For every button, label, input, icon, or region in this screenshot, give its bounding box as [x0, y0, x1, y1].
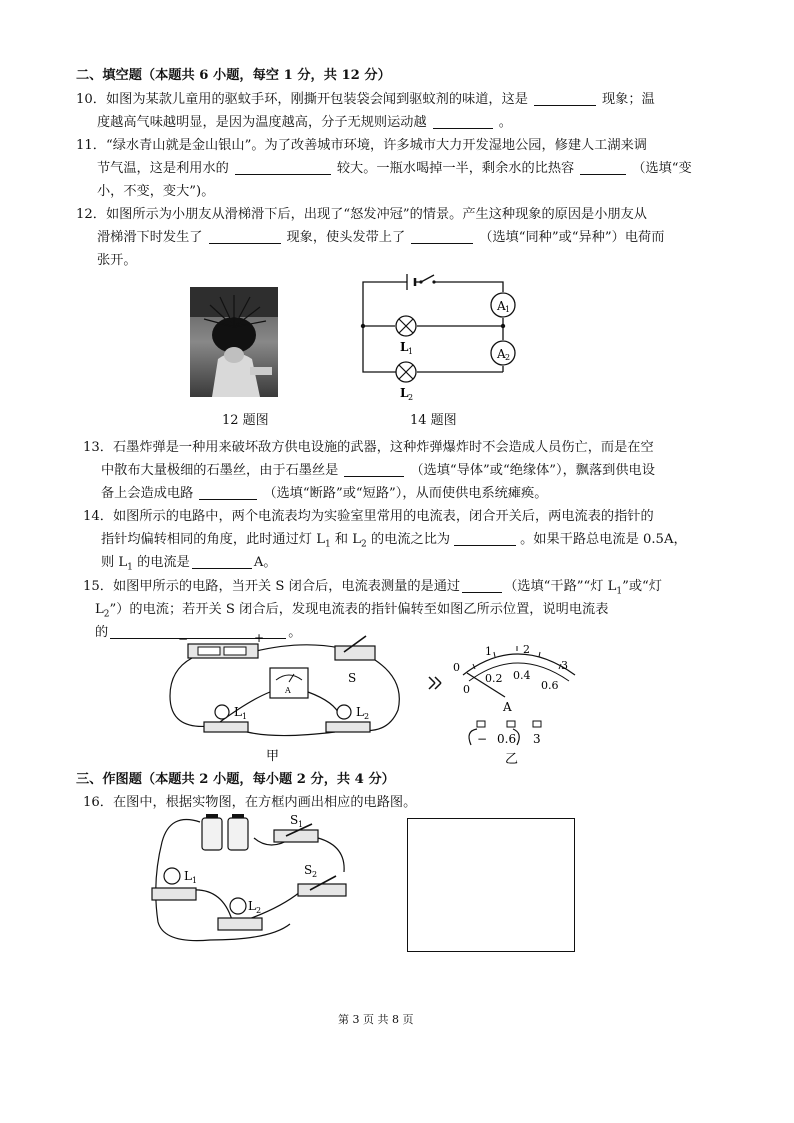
lamp-l1-sub: 1	[242, 712, 248, 721]
q11-line-1: 11．“绿水青山就是金山银山”。为了改善城市环境，许多城市大力开发湿地公园，修建人工湖来调	[76, 138, 647, 153]
fig12-caption: 12 题图	[222, 413, 269, 428]
q13-blank-2[interactable]	[199, 485, 257, 500]
pointer-mark-icon	[429, 677, 435, 689]
q13-line-2	[101, 461, 655, 480]
q14-text: 。如果干路总电流是 0.5A，	[520, 532, 687, 547]
q15-text: 的	[95, 625, 109, 640]
q15-sub: 1	[616, 586, 623, 597]
dial-unit: A	[503, 700, 512, 714]
q13-text: （选填“断路”或“短路”），从而使供电系统瘫痪。	[263, 486, 548, 501]
q11-text: 较大。一瓶水喝掉一半，剩余水的比热容	[336, 161, 575, 176]
s2-label: S	[304, 863, 313, 877]
q11-blank-1[interactable]	[235, 160, 331, 175]
q12-text: 现象，使头发带上了	[286, 230, 406, 245]
fig16-circuit	[150, 812, 360, 948]
lamp-l2-holder-icon	[326, 722, 370, 732]
q15-text: 。	[288, 625, 302, 640]
q13-line-1: 13．石墨炸弹是一种用来破坏敌方供电设施的武器，这种炸弹爆炸时不会造成人员伤亡，而是在空	[83, 440, 654, 455]
switch-s-label: S	[348, 671, 357, 685]
s1-label: S	[290, 813, 299, 827]
l1-label: L	[400, 340, 409, 354]
q14-line-3	[101, 553, 277, 578]
q15-line-1	[83, 577, 662, 602]
q15-sub: 2	[103, 609, 110, 620]
q16-l1-sub: 1	[192, 876, 198, 885]
l2-sub: 2	[408, 393, 414, 402]
lamp-l2-holder-icon	[218, 918, 262, 930]
q12-text: 滑梯滑下时发生了	[97, 230, 203, 245]
lamp-l1-holder-icon	[204, 722, 248, 732]
l2-label: L	[400, 386, 409, 400]
lamp-l2-label: L	[356, 705, 364, 719]
q10-text: 10．如图为某款儿童用的驱蚊手环，刚撕开包装袋会闻到驱蚊剂的味道，这是	[76, 92, 528, 107]
q14-blank-1[interactable]	[454, 531, 516, 546]
q13-blank-1[interactable]	[344, 462, 404, 477]
q16-l2-label: L	[248, 899, 256, 913]
page-footer: 第 3 页 共 8 页	[338, 1013, 414, 1026]
s1-sub: 1	[298, 820, 304, 829]
section-3-heading: 三、作图题（本题共 2 小题，每小题 2 分，共 4 分）	[76, 772, 395, 787]
dial-top-1: 1	[485, 645, 492, 658]
terminal-3: 3	[533, 732, 541, 746]
l1-sub: 1	[408, 347, 414, 356]
dial-top-2: 2	[523, 643, 530, 656]
bulb-l1-icon	[215, 705, 229, 719]
lamp-l1-label: L	[234, 705, 242, 719]
q14-sub: 1	[127, 562, 133, 573]
bulb-l1-icon	[164, 868, 180, 884]
q14-sub: 1	[324, 539, 331, 550]
q15-blank-1[interactable]	[462, 578, 502, 593]
fig15-yi-caption: 乙	[505, 752, 519, 767]
fig14-caption: 14 题图	[410, 413, 457, 428]
dial-top-3: 3	[561, 659, 568, 672]
q11-text: （选填“变	[632, 161, 692, 176]
s2-sub: 2	[312, 870, 318, 879]
dial-bottom-0: 0	[463, 683, 470, 696]
bulb-l2-icon	[337, 705, 351, 719]
q12-line-3: 张开。	[97, 253, 137, 268]
q14-text: 指针均偏转相同的角度，此时通过灯 L	[101, 532, 325, 547]
q11-blank-2[interactable]	[580, 160, 626, 175]
q13-text: 备上会造成电路	[101, 486, 194, 501]
switch-s-icon	[335, 646, 375, 660]
q12-text: （选填“同种”或“异种”）电荷而	[479, 230, 665, 245]
q11-text: 节气温，这是利用水的	[97, 161, 229, 176]
q13-text: 中散布大量极细的石墨丝，由于石墨丝是	[101, 463, 339, 478]
q12-blank-2[interactable]	[411, 229, 473, 244]
section-2-heading: 二、填空题（本题共 6 小题，每空 1 分，共 12 分）	[76, 68, 391, 83]
q10-blank-2[interactable]	[433, 114, 493, 129]
q10-line-2	[97, 113, 512, 132]
q15-text: ”或“灯	[622, 579, 662, 594]
fig12-photo	[190, 287, 278, 397]
dial-top-0: 0	[453, 661, 460, 674]
q14-text: 的电流之比为	[366, 532, 451, 547]
a1-label: A	[497, 299, 506, 313]
bulb-l2-icon	[230, 898, 246, 914]
q16-line-1: 16．在图中，根据实物图，在方框内画出相应的电路图。	[83, 795, 417, 810]
q15-line-2	[95, 600, 608, 625]
q13-line-3	[101, 484, 547, 503]
lamp-l1-holder-icon	[152, 888, 196, 900]
q16-l1-label: L	[184, 869, 192, 883]
battery-2-icon	[228, 818, 248, 850]
battery-plus: +	[254, 631, 265, 645]
q15-text: L	[95, 602, 104, 617]
q14-text: 和 L	[330, 532, 362, 547]
q10-line-1	[76, 90, 655, 109]
q14-sub: 2	[361, 539, 367, 550]
lamp-l2-sub: 2	[364, 712, 370, 721]
q11-line-3: 小，不变，变大”)。	[97, 184, 215, 199]
a2-sub: 2	[505, 353, 511, 362]
dial-bottom-3: 0.6	[541, 679, 559, 692]
q12-blank-1[interactable]	[209, 229, 281, 244]
q14-text: 则 L	[101, 555, 128, 570]
q11-line-2	[97, 159, 692, 178]
fig14-circuit	[355, 270, 530, 400]
q14-text: 的电流是	[132, 555, 190, 570]
battery-1-icon	[202, 818, 222, 850]
q12-line-1: 12．如图所示为小朋友从滑梯滑下后，出现了“怒发冲冠”的情景。产生这种现象的原因是小朋友从	[76, 207, 647, 222]
ammeter-label: A	[285, 686, 291, 695]
q14-blank-2[interactable]	[192, 554, 252, 569]
q10-blank-1[interactable]	[534, 91, 596, 106]
battery-minus: −	[178, 632, 189, 646]
fig15-jia	[160, 630, 410, 770]
q15-text: （选填“干路”“灯 L	[504, 579, 617, 594]
dial-bottom-1: 0.2	[485, 672, 503, 685]
q10-text: 。	[498, 115, 512, 130]
terminal-0-6: 0.6	[497, 732, 517, 746]
fig15-yi-dial	[425, 635, 595, 770]
q10-text: 现象；温	[601, 92, 655, 107]
q14-line-2	[101, 530, 687, 555]
a2-label: A	[497, 347, 506, 361]
q14-text: A。	[253, 555, 277, 570]
a1-sub: 1	[505, 305, 511, 314]
q15-text: ”）的电流；若开关 S 闭合后，发现电流表的指针偏转至如图乙所示位置，说明电流表	[109, 602, 609, 617]
fig15-jia-caption: 甲	[266, 749, 280, 764]
q14-line-1: 14．如图所示的电路中，两个电流表均为实验室里常用的电流表，闭合开关后，两电流表的指针的	[83, 509, 654, 524]
q13-text: （选填“导体”或“绝缘体”），飘落到供电设	[410, 463, 655, 478]
q12-line-2	[97, 228, 664, 247]
q15-text: 15．如图甲所示的电路，当开关 S 闭合后，电流表测量的是通过	[83, 579, 461, 594]
switch-s2-icon	[298, 884, 346, 896]
q10-text: 度越高气味越明显，是因为温度越高，分子无规则运动越	[97, 115, 427, 130]
dial-bottom-2: 0.4	[513, 669, 531, 682]
terminal-minus: −	[477, 732, 488, 746]
answer-drawing-box[interactable]	[407, 818, 575, 952]
q16-l2-sub: 2	[256, 906, 262, 915]
